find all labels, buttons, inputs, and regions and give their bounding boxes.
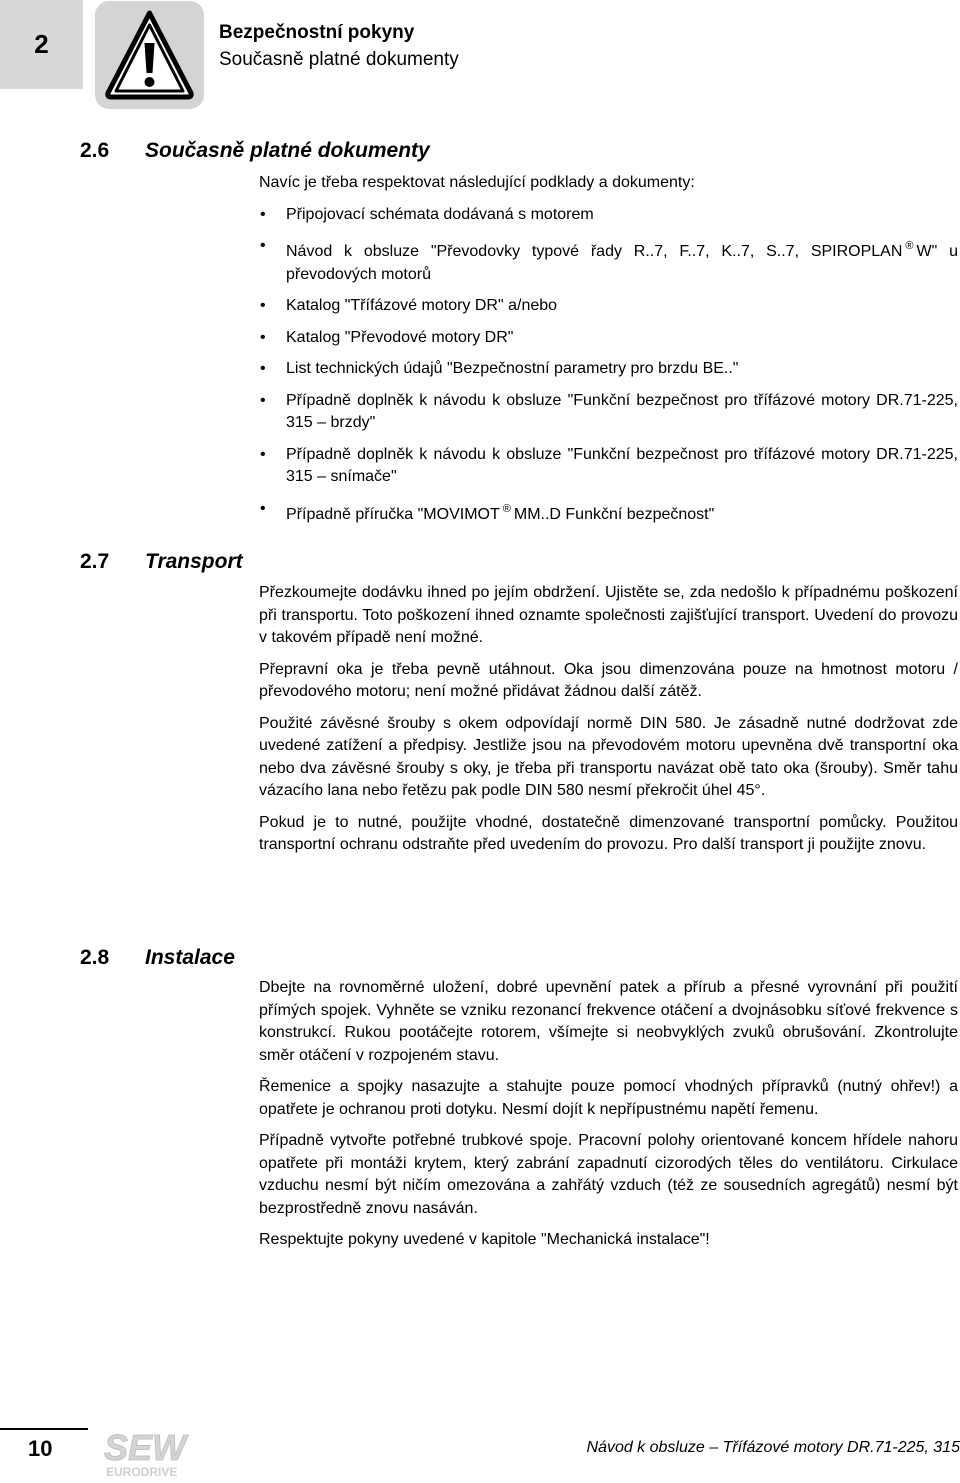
paragraph: Dbejte na rovnoměrné uložení, dobré upevnění patek a přírub a přesné vyrovnání při použití přímých spojek. Vyhněte se vzniku rezonancí frekvence otáčení a dvojnásobku síťové frekvence s konstrukcí. Rukou pootáčejte rotorem, všímejte si neobvyklých zvuků obrušování. Zkontrolujte směr otáčení v rozpojeném stavu. (259, 979, 958, 1064)
section-title: Transport (145, 550, 243, 573)
page-number: 10 (28, 1436, 53, 1461)
paragraph: Případně vytvořte potřebné trubkové spoje. Pracovní polohy orientované koncem hřídele nahoru opatřete při montáži krytem, který zabrání zapadnutí cizorodých těles do ventilátoru. Cirkulace vzduchu nesmí být ničím omezována a zahřátý vzduch (též ze sousedních agregátů) nesmí být bezprostředně znovu nasáván. (259, 1132, 958, 1217)
section-2-7-heading (80, 550, 243, 574)
registered-mark: ® (905, 240, 914, 252)
section-2-8-content (259, 977, 958, 1261)
paragraph: Řemenice a spojky nasazujte a stahujte pouze pomocí vhodných přípravků (nutný ohřev!) a opatřete je ochranou proti dotyku. Nesmí dojít k nepřípustnému napětí řemenu. (259, 1078, 958, 1118)
list-item: • Případně doplněk k návodu k obsluze "Funkční bezpečnost pro třífázové motory DR.71-225, 315 – brzdy" (260, 391, 958, 431)
list-item: • List technických údajů "Bezpečnostní parametry pro brzdu BE.." (260, 360, 739, 377)
list-item: • Případně doplněk k návodu k obsluze "Funkční bezpečnost pro třífázové motory DR.71-225, 315 – snímače" (260, 445, 958, 485)
sew-eurodrive-logo (100, 1426, 210, 1478)
section-number: 2.7 (80, 550, 110, 573)
section-2-7-content (259, 582, 958, 866)
paragraph: Pokud je to nutné, použijte vhodné, dostatečně dimenzované transportní pomůcky. Použitou transportní ochranu odstraňte před uvedením do provozu. Pro další transport ji použijte znovu. (259, 813, 958, 853)
list-item: • Případně příručka "MOVIMOT ® MM..D Funkční bezpečnost" (260, 499, 715, 523)
svg-text:SEW: SEW (104, 1427, 187, 1468)
chapter-number-tab: 2 (0, 0, 83, 89)
header-title: Bezpečnostní pokyny (219, 22, 415, 43)
list-item: • Připojovací schémata dodávaná s motorem (260, 205, 594, 223)
intro-text: Navíc je třeba respektovat následující podklady a dokumenty: (259, 174, 695, 191)
paragraph: Použité závěsné šrouby s okem odpovídají normě DIN 580. Je zásadně nutné dodržovat zde uvedené zatížení a předpisy. Jestliže jsou na převodovém motoru upevněna dvě transportní oka nebo dva závěsné šrouby s oky, je třeba při transportu navázat obě tato oka (šrouby). Směr tahu vázacího lana nebo řetězu pak podle DIN 580 nesmí překročit úhel 45°. (259, 714, 958, 799)
section-title: Instalace (145, 946, 235, 969)
section-number: 2.6 (80, 139, 110, 162)
list-item: • Katalog "Převodové motory DR" (260, 328, 514, 346)
svg-text:EURODRIVE: EURODRIVE (106, 1465, 178, 1478)
document-list (259, 204, 958, 527)
warning-triangle-icon (95, 1, 204, 109)
document-title: Návod k obsluze – Třífázové motory DR.71-225, 315 (586, 1439, 960, 1456)
section-2-6-heading (80, 139, 430, 163)
warning-triangle-icon-graphic (105, 9, 194, 101)
list-item: • Katalog "Třífázové motory DR" a/nebo (260, 297, 558, 314)
section-2-8-heading (80, 946, 235, 970)
header-subtitle: Současně platné dokumenty (219, 49, 459, 70)
section-title: Současně platné dokumenty (145, 139, 430, 162)
paragraph: Respektujte pokyny uvedené v kapitole "Mechanická instalace"! (259, 1231, 710, 1248)
footer-rule (0, 1428, 88, 1430)
section-number: 2.8 (80, 946, 110, 969)
paragraph: Přezkoumejte dodávku ihned po jejím obdržení. Ujistěte se, zda nedošlo k případnému poškození při transportu. Toto poškození ihned oznamte společnosti zajišťující transport. Uvedení do provozu v takovém případě není možné. (259, 584, 958, 646)
registered-mark: ® (502, 502, 511, 515)
section-2-6-content (259, 172, 958, 535)
paragraph: Přepravní oka je třeba pevně utáhnout. Oka jsou dimenzována pouze na hmotnost motoru / převodového motoru; není možné přidávat žádnou další zátěž. (259, 660, 958, 700)
list-item: • Návod k obsluze "Převodovky typové řady R..7, F..7, K..7, S..7, SPIROPLAN ® W" u převodových motorů (260, 237, 958, 283)
